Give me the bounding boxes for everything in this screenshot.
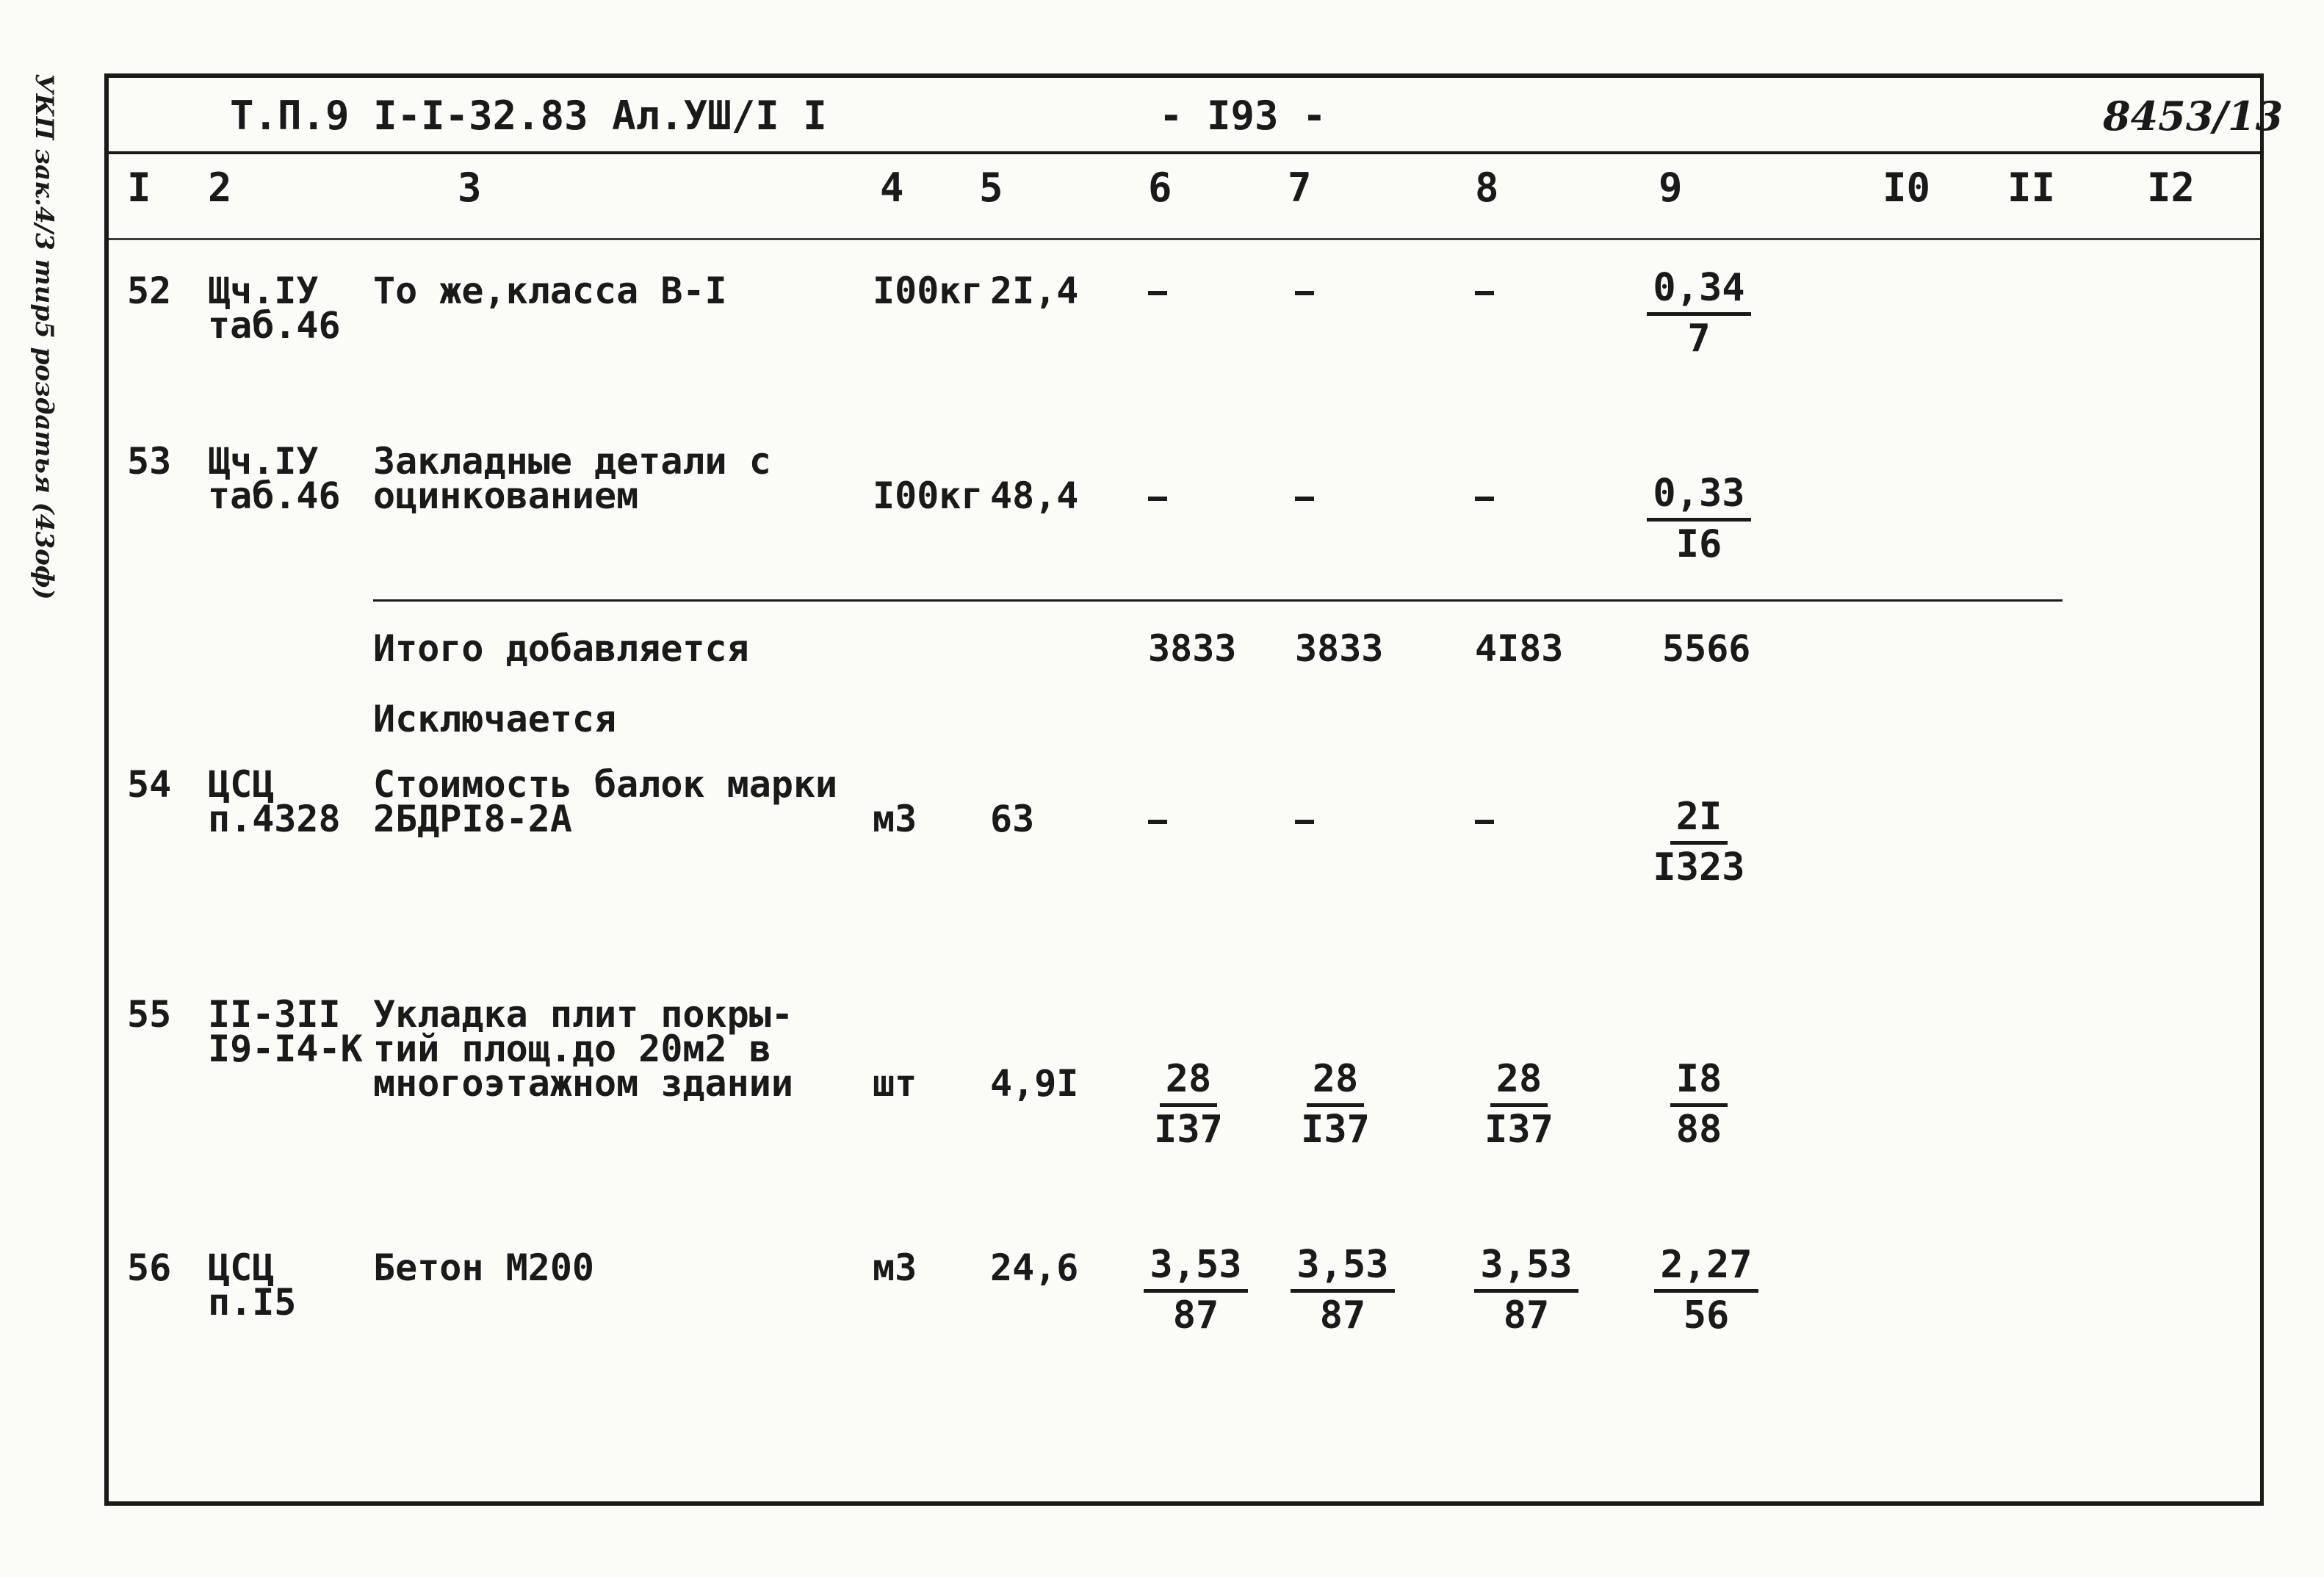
fraction-bottom: 87 <box>1319 1293 1366 1338</box>
empty-dash <box>1295 820 1314 824</box>
document-code: Т.П.9 I-I-32.83 Ал.УШ/I I <box>230 93 827 139</box>
empty-dash <box>1148 820 1167 824</box>
total-col9: 5566 <box>1662 627 1751 670</box>
column-number: 2 <box>208 165 232 211</box>
fraction-bottom: 87 <box>1172 1293 1219 1338</box>
total-rule <box>373 599 2063 602</box>
column-number: 7 <box>1288 165 1312 211</box>
item-name: Бетон М200 <box>373 1246 595 1289</box>
fraction-bottom: 56 <box>1683 1293 1730 1338</box>
unit: шт <box>873 1062 917 1105</box>
column-number: I2 <box>2147 165 2195 211</box>
item-name: Закладные детали с <box>373 440 771 483</box>
empty-dash <box>1148 497 1167 501</box>
unit: м3 <box>873 1246 917 1289</box>
column-number: 4 <box>880 165 904 211</box>
norm-code: ЦСЦ <box>208 1246 275 1289</box>
total-col8: 4I83 <box>1475 627 1564 670</box>
unit: I00кг <box>873 474 984 517</box>
excluded-heading: Исключается <box>373 698 617 740</box>
estimate-sheet <box>104 73 2284 1506</box>
fraction-bottom: I323 <box>1653 845 1745 889</box>
fraction-value <box>1468 1242 1585 1338</box>
fraction-value <box>1644 1056 1754 1152</box>
item-name-cont: многоэтажном здании <box>373 1062 793 1105</box>
row-number: 55 <box>127 993 172 1036</box>
fraction-value <box>1644 471 1754 567</box>
empty-dash <box>1475 820 1494 824</box>
side-note-text: УКП зак.4/3 тир5 роздатья (43оф) <box>29 73 59 600</box>
item-name: То же,класса В-I <box>373 270 727 312</box>
column-number: II <box>2007 165 2056 211</box>
column-number: 9 <box>1659 165 1683 211</box>
item-name: Укладка плит покры- <box>373 993 793 1036</box>
fraction-bottom: I6 <box>1675 522 1722 566</box>
fraction-top: 28 <box>1307 1056 1365 1107</box>
quantity: 63 <box>990 798 1035 840</box>
fraction-top: I8 <box>1670 1056 1728 1107</box>
norm-code: Щч.IУ <box>208 440 319 483</box>
fraction-value <box>1284 1242 1401 1338</box>
fraction-bottom: I37 <box>1154 1108 1223 1152</box>
fraction-top: 28 <box>1490 1056 1548 1107</box>
quantity: 4,9I <box>990 1062 1079 1105</box>
header-rule <box>109 151 2264 154</box>
fraction-top: 3,53 <box>1474 1242 1578 1293</box>
total-col6: 3833 <box>1148 627 1237 670</box>
fraction-value <box>1133 1056 1244 1152</box>
fraction-value <box>1464 1056 1574 1152</box>
norm-code: ЦСЦ <box>208 763 275 806</box>
row-number: 52 <box>127 270 172 312</box>
empty-dash <box>1475 497 1494 501</box>
fraction-bottom: 88 <box>1675 1108 1722 1152</box>
norm-code-item: I9-I4-К <box>208 1028 363 1070</box>
fraction-top: 2,27 <box>1654 1242 1758 1293</box>
item-name-cont: тий площ.до 20м2 в <box>373 1028 771 1070</box>
norm-code: II-3II <box>208 993 341 1036</box>
fraction-value <box>1644 794 1754 890</box>
column-number: 8 <box>1475 165 1499 211</box>
unit: I00кг <box>873 270 984 312</box>
column-number: I <box>127 165 151 211</box>
sheet-id: 8453/13 <box>2103 93 2284 140</box>
fraction-bottom: 7 <box>1687 317 1711 361</box>
side-archive-note <box>22 73 66 602</box>
item-name: Стоимость балок марки <box>373 763 838 806</box>
fraction-top: 3,53 <box>1144 1242 1247 1293</box>
fraction-value <box>1644 265 1754 361</box>
row-number: 56 <box>127 1246 172 1289</box>
page-number: - I93 - <box>1159 93 1327 139</box>
fraction-top: 28 <box>1160 1056 1218 1107</box>
fraction-bottom: 87 <box>1503 1293 1550 1338</box>
fraction-top: 0,33 <box>1647 471 1750 522</box>
unit: м3 <box>873 798 917 840</box>
total-col7: 3833 <box>1295 627 1384 670</box>
row-number: 54 <box>127 763 172 806</box>
item-name-cont: 2БДРI8-2А <box>373 798 572 840</box>
fraction-bottom: I37 <box>1301 1108 1370 1152</box>
quantity: 2I,4 <box>990 270 1079 312</box>
row-number: 53 <box>127 440 172 483</box>
total-label: Итого добавляется <box>373 627 749 670</box>
quantity: 24,6 <box>990 1246 1079 1289</box>
column-number: 6 <box>1148 165 1172 211</box>
empty-dash <box>1295 497 1314 501</box>
norm-code-item: п.I5 <box>208 1281 297 1324</box>
item-name-cont: оцинкованием <box>373 474 639 517</box>
fraction-top: 3,53 <box>1291 1242 1394 1293</box>
norm-code-table: таб.46 <box>208 474 341 517</box>
fraction-bottom: I37 <box>1484 1108 1553 1152</box>
fraction-value <box>1137 1242 1255 1338</box>
quantity: 48,4 <box>990 474 1079 517</box>
norm-code-item: п.4328 <box>208 798 341 840</box>
fraction-top: 0,34 <box>1647 265 1750 316</box>
column-number: 5 <box>979 165 1003 211</box>
column-number: 3 <box>458 165 482 211</box>
empty-dash <box>1148 291 1167 295</box>
empty-dash <box>1475 291 1494 295</box>
column-header-rule <box>109 238 2264 240</box>
column-number: I0 <box>1883 165 1931 211</box>
empty-dash <box>1295 291 1314 295</box>
fraction-top: 2I <box>1670 794 1728 845</box>
fraction-value <box>1280 1056 1390 1152</box>
norm-code-table: таб.46 <box>208 304 341 347</box>
norm-code: Щч.IУ <box>208 270 319 312</box>
fraction-value <box>1648 1242 1765 1338</box>
